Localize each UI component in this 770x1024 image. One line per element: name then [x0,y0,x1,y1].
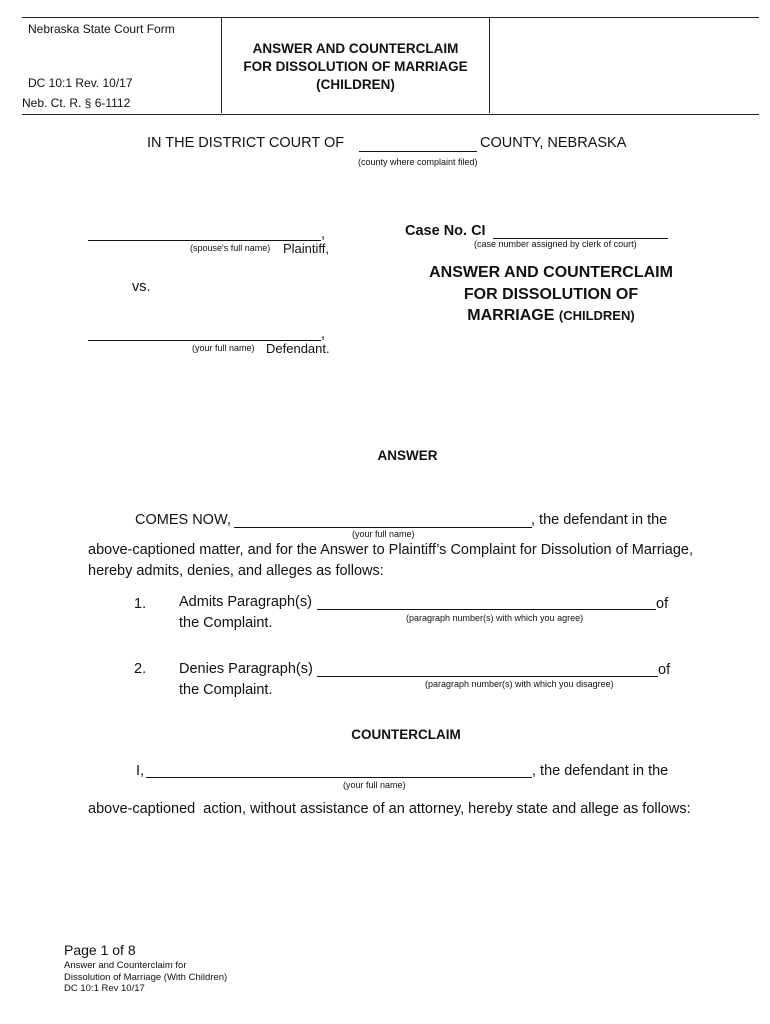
answer-name-field[interactable] [234,527,532,528]
header-divider-right [489,17,490,113]
item1-continuation: the Complaint. [179,615,273,631]
item1-hint: (paragraph number(s) with which you agree) [406,613,584,623]
plaintiff-label: Plaintiff, [283,241,330,256]
item1-label: Admits Paragraph(s) [179,594,312,610]
admits-paragraphs-field[interactable] [317,609,656,610]
comes-now-label: COMES NOW, [135,512,231,528]
item2-label: Denies Paragraph(s) [179,661,313,677]
plaintiff-comma: , [321,226,326,242]
case-no-label: Case No. CI [405,223,486,239]
county-hint: (county where complaint filed) [358,157,478,167]
form-source: Nebraska State Court Form [28,22,175,36]
counterclaim-defendant-tail: , the defendant in the [532,763,669,779]
caption-title-children: (CHILDREN) [558,308,635,323]
item1-number: 1. [134,596,147,612]
counterclaim-name-field[interactable] [146,777,532,778]
case-no-hint: (case number assigned by clerk of court) [474,239,637,249]
caption-title-line3 [406,305,696,327]
caption-title [406,262,696,327]
answer-heading: ANSWER [377,448,438,463]
footer-line1: Answer and Counterclaim for [64,960,187,971]
defendant-hint: (your full name) [192,343,255,353]
defendant-comma: , [321,326,326,342]
court-rule: Neb. Ct. R. § 6-1112 [22,96,131,110]
defendant-label: Defendant. [266,341,330,356]
court-suffix: COUNTY, NEBRASKA [480,135,627,151]
denies-paragraphs-field[interactable] [317,676,658,677]
header-title-line1: ANSWER AND COUNTERCLAIM [252,41,459,56]
caption-title-line1: ANSWER AND COUNTERCLAIM [429,264,673,281]
counterclaim-i-label: I, [136,763,145,779]
footer-info [64,960,227,995]
counterclaim-line2: above-captioned action, without assistance of an attorney, hereby state and allege as follows: [88,801,691,817]
counterclaim-heading: COUNTERCLAIM [351,727,461,742]
answer-line2: above-captioned matter, and for the Answer to Plaintiff’s Complaint for Dissolution of Marriage, [88,542,694,558]
footer-line3: DC 10:1 Rev 10/17 [64,983,145,994]
answer-line3: hereby admits, denies, and alleges as follows: [88,563,384,579]
plaintiff-hint: (spouse's full name) [190,243,271,253]
court-prefix: IN THE DISTRICT COURT OF [147,135,345,151]
answer-defendant-tail: , the defendant in the [531,512,668,528]
item2-number: 2. [134,661,147,677]
item2-continuation: the Complaint. [179,682,273,698]
item2-hint: (paragraph number(s) with which you disagree) [425,679,614,689]
item1-of: of [656,596,669,612]
item2-of: of [658,662,671,678]
footer-line2: Dissolution of Marriage (With Children) [64,971,228,983]
counterclaim-name-hint: (your full name) [343,780,406,790]
header-title-line2: FOR DISSOLUTION OF MARRIAGE [243,59,468,74]
vs-label: vs. [132,279,151,295]
header-title [222,40,489,94]
caption-title-marriage: MARRIAGE [467,307,555,324]
header-title-line3: (CHILDREN) [316,77,395,92]
page-number: Page 1 of 8 [64,942,136,958]
form-revision: DC 10:1 Rev. 10/17 [28,76,133,90]
county-field[interactable] [359,151,477,152]
caption-title-line2: FOR DISSOLUTION OF [463,285,639,303]
answer-name-hint: (your full name) [352,529,415,539]
